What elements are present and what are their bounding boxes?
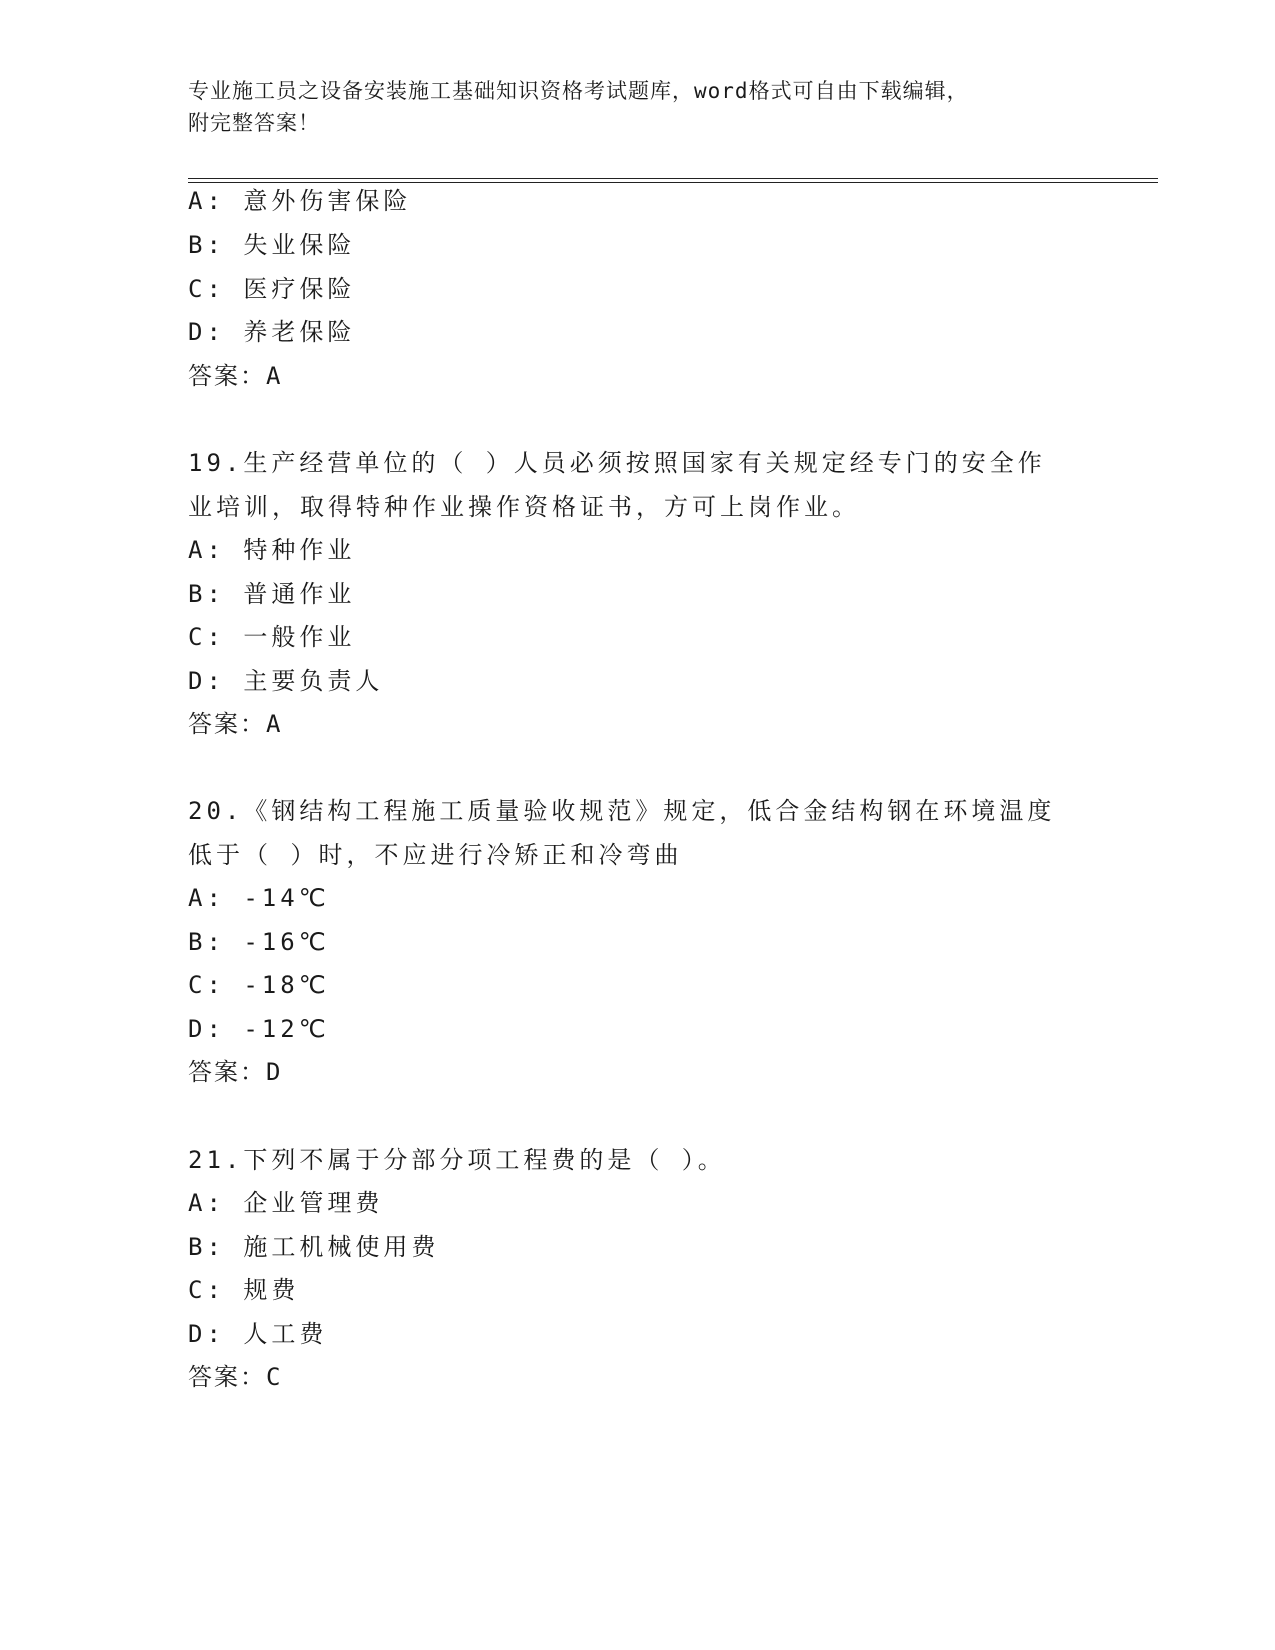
q19-text-line-2: 业培训，取得特种作业操作资格证书，方可上岗作业。 (188, 493, 860, 521)
q18-answer: 答案：A (188, 362, 283, 390)
q21-answer: 答案：C (188, 1363, 283, 1391)
q18-option-c: C: 医疗保险 (188, 275, 356, 303)
document-header (188, 75, 1088, 139)
header-line-1: 专业施工员之设备安装施工基础知识资格考试题库，word格式可自由下载编辑， (188, 79, 969, 103)
q21-option-d: D: 人工费 (188, 1320, 328, 1348)
q18-option-d: D: 养老保险 (188, 318, 356, 346)
q20-answer: 答案：D (188, 1058, 283, 1086)
q19-option-b: B: 普通作业 (188, 580, 356, 608)
q18-option-a: A: 意外伤害保险 (188, 187, 412, 215)
q21-option-a: A: 企业管理费 (188, 1189, 384, 1217)
q21-text-line-1: 21.下列不属于分部分项工程费的是（ ）。 (188, 1146, 726, 1174)
q20-text-line-1: 20.《钢结构工程施工质量验收规范》规定，低合金结构钢在环境温度 (188, 797, 1056, 825)
q20-option-b: B: -16℃ (188, 928, 330, 956)
q21-option-b: B: 施工机械使用费 (188, 1233, 440, 1261)
header-line-2: 附完整答案！ (188, 111, 320, 135)
q18-option-b: B: 失业保险 (188, 231, 356, 259)
q19-option-a: A: 特种作业 (188, 536, 356, 564)
q20-text-line-2: 低于（ ）时，不应进行冷矫正和冷弯曲 (188, 841, 683, 869)
q20-option-c: C: -18℃ (188, 971, 330, 999)
q20-option-d: D: -12℃ (188, 1015, 330, 1043)
header-divider (188, 178, 1158, 183)
q20-option-a: A: -14℃ (188, 884, 330, 912)
q21-option-c: C: 规费 (188, 1276, 300, 1304)
q19-option-c: C: 一般作业 (188, 623, 356, 651)
q19-text-line-1: 19.生产经营单位的（ ）人员必须按照国家有关规定经专门的安全作 (188, 449, 1046, 477)
q19-answer: 答案：A (188, 710, 283, 738)
q19-option-d: D: 主要负责人 (188, 667, 384, 695)
